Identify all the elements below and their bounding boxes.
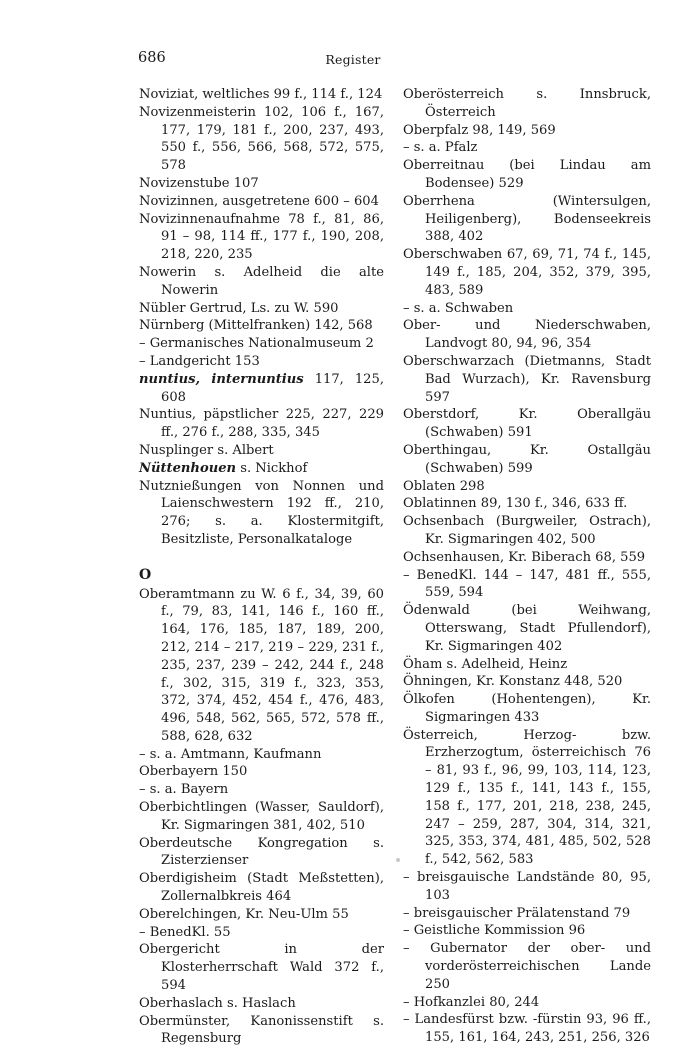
- index-entry-text: Oberamtmann zu W. 6 f., 34, 39, 60 f., 79, 83, 141, 146 f., 160 ff., 164, 176, 185, 187, 189, 200, 212, 214 – 217, 219 – 229, 231 f., 235, 237, 239 – 242, 244 f., 248 f., 302, 315, 319 f., 323, 353, 372, 374, 452, 454 f., 476, 483, 496, 548, 562, 565, 572, 578 ff., 588, 628, 632: [139, 586, 384, 744]
- index-entry-text: Oberbichtlingen (Wasser, Sauldorf), Kr. Sigmaringen 381, 402, 510: [139, 800, 384, 833]
- index-entry-text: Nürnberg (Mittelfranken) 142, 568: [139, 318, 373, 334]
- index-entry: [403, 1011, 651, 1047]
- index-entry-text: Ölkofen (Hohentengen), Kr. Sigmaringen 433: [403, 692, 651, 725]
- index-entry-text: Novizenmeisterin 102, 106 f., 167, 177, 179, 181 f., 200, 237, 493, 550 f., 556, 566, 568, 572, 575, 578: [139, 104, 384, 174]
- index-entry: [139, 781, 384, 799]
- index-entry-text: Oberpfalz 98, 149, 569: [403, 122, 556, 138]
- index-entry: [139, 870, 384, 906]
- index-entry: [403, 656, 651, 674]
- index-entry-text: Nübler Gertrud, Ls. zu W. 590: [139, 300, 339, 316]
- index-entry: [139, 193, 384, 211]
- index-entry-text: Oberschwarzach (Dietmanns, Stadt Bad Wurzach), Kr. Ravensburg 597: [403, 353, 651, 405]
- scan-speck: [396, 858, 400, 862]
- index-entry: [139, 300, 384, 318]
- index-entry: [139, 335, 384, 353]
- index-entry-text: Oberdeutsche Kongregation s. Zisterzienser: [139, 835, 384, 869]
- section-letter: O: [139, 566, 152, 583]
- left-column: [139, 86, 384, 1048]
- index-entry: [403, 122, 651, 140]
- index-entry-text: – s. a. Pfalz: [403, 140, 478, 156]
- index-entry: [403, 193, 651, 246]
- index-entry-text: Oblatinnen 89, 130 f., 346, 633 ff.: [403, 496, 628, 512]
- index-entry-text: Novizinnenaufnahme 78 f., 81, 86, 91 – 98, 114 ff., 177 f., 190, 208, 218, 220, 235: [139, 211, 384, 263]
- index-entry: [139, 460, 384, 478]
- index-entry-text: Nutznießungen von Nonnen und Laienschwestern 192 ff., 210, 276; s. a. Klostermitgift, Besitzliste, Personalkataloge: [139, 478, 384, 547]
- index-entry: [139, 371, 384, 407]
- index-entry: [139, 317, 384, 335]
- index-entry: [403, 246, 651, 299]
- index-entry-text: Noviziat, weltliches 99 f., 114 f., 124: [139, 87, 383, 102]
- index-entry-text: Oberrhena (Wintersulgen, Heiligenberg), Bodenseekreis 388, 402: [403, 193, 651, 245]
- index-entry: [403, 495, 651, 513]
- index-entry-text: Novizenstube 107: [139, 175, 259, 191]
- index-entry-text: Ödenwald (bei Weihwang, Otterswang, Stadt Pfullendorf), Kr. Sigmaringen 402: [403, 603, 651, 654]
- index-entry: [139, 104, 384, 175]
- index-entry: [139, 746, 384, 764]
- index-entry: [403, 513, 651, 549]
- index-entry-text: Österreich, Herzog- bzw. Erzherzogtum, österreichisch 76 – 81, 93 f., 96, 99, 103, 114, 123, 129 f., 135 f., 141, 143 f., 155, 158 f., 177, 201, 218, 238, 245, 247 – 259, 287, 304, 314, 321, 325, 353, 374, 481, 485, 502, 528 f., 542, 562, 583: [403, 727, 651, 868]
- page-number: 686: [138, 50, 166, 66]
- index-entry-text: Oberthingau, Kr. Ostallgäu (Schwaben) 599: [403, 442, 651, 476]
- index-entry-text: – Gubernator der ober- und vorderösterreichischen Lande 250: [403, 941, 651, 992]
- index-entry-text: Oberösterreich s. Innsbruck, Österreich: [403, 87, 651, 120]
- index-entry-text: Obergericht in der Klosterherrschaft Wald 372 f., 594: [139, 942, 384, 994]
- index-entry: [403, 727, 651, 869]
- index-term: Nüttenhouen: [139, 460, 237, 476]
- index-entry: [403, 300, 651, 318]
- index-entry: [403, 478, 651, 496]
- index-entry-text: Oberreitnau (bei Lindau am Bodensee) 529: [403, 158, 651, 191]
- index-entry: [139, 175, 384, 193]
- index-entry: [403, 406, 651, 442]
- index-entry-text: Oberhaslach s. Haslach: [139, 995, 296, 1011]
- index-entry: [403, 567, 651, 603]
- index-entry: [139, 211, 384, 264]
- index-entry-text: Oberdigisheim (Stadt Meßstetten), Zollernalbkreis 464: [139, 871, 384, 905]
- index-entry: [403, 673, 651, 691]
- index-entry: [403, 139, 651, 157]
- index-entry-text: s. Nickhof: [236, 460, 308, 476]
- index-entry: [139, 763, 384, 781]
- index-entry-text: Oberschwaben 67, 69, 71, 74 f., 145, 149 f., 185, 204, 352, 379, 395, 483, 589: [403, 247, 651, 298]
- index-entry-text: Nusplinger s. Albert: [139, 442, 274, 458]
- index-entry-text: – breisgauische Landstände 80, 95, 103: [403, 870, 651, 903]
- index-entry-text: – Geistliche Kommission 96: [403, 923, 586, 939]
- index-entry: [403, 317, 651, 353]
- index-entry: [139, 264, 384, 300]
- index-entry-text: Oberbayern 150: [139, 764, 248, 780]
- index-entry-text: – BenedKl. 55: [139, 924, 231, 940]
- index-entry: [403, 442, 651, 478]
- index-entry-text: Novizinnen, ausgetretene 600 – 604: [139, 193, 379, 209]
- index-entry: [139, 478, 384, 549]
- running-head: Register: [325, 52, 381, 67]
- index-entry: [139, 586, 384, 746]
- index-entry: [139, 835, 384, 871]
- index-entry: [139, 1013, 384, 1048]
- index-entry: [403, 549, 651, 567]
- index-entry-text: Oberelchingen, Kr. Neu-Ulm 55: [139, 906, 349, 922]
- index-entry: [139, 995, 384, 1013]
- index-entry-text: – breisgauischer Prälatenstand 79: [403, 905, 631, 921]
- index-entry-text: Ochsenbach (Burgweiler, Ostrach), Kr. Sigmaringen 402, 500: [403, 514, 651, 547]
- index-entry-text: Ochsenhausen, Kr. Biberach 68, 559: [403, 549, 646, 565]
- index-entry-text: Öhningen, Kr. Konstanz 448, 520: [403, 674, 623, 690]
- index-entry: [403, 157, 651, 193]
- index-entry-text: – Landesfürst bzw. -fürstin 93, 96 ff., 155, 161, 164, 243, 251, 256, 326: [403, 1012, 651, 1046]
- index-entry-text: Nuntius, päpstlicher 225, 227, 229 ff., 276 f., 288, 335, 345: [139, 407, 384, 441]
- index-entry-text: – s. a. Bayern: [139, 782, 229, 798]
- index-entry: [139, 353, 384, 371]
- index-entry-text: 117, 125, 608: [161, 371, 384, 405]
- index-entry-text: Obermünster, Kanonissenstift s. Regensburg: [139, 1013, 384, 1047]
- index-entry-text: Oblaten 298: [403, 478, 485, 494]
- index-entry-text: – BenedKl. 144 – 147, 481 ff., 555, 559, 594: [403, 567, 651, 601]
- index-term: nuntius, internuntius: [139, 371, 304, 387]
- index-entry: [139, 906, 384, 924]
- index-entry: [139, 406, 384, 442]
- index-entry: [139, 941, 384, 994]
- index-entry: [139, 799, 384, 835]
- index-entry-text: – Germanisches Nationalmuseum 2: [139, 336, 374, 352]
- index-entry: [139, 924, 384, 942]
- index-entry: [403, 905, 651, 923]
- index-entry-text: Nowerin s. Adelheid die alte Nowerin: [139, 264, 384, 298]
- index-entry: [139, 442, 384, 460]
- index-entry-text: – Hofkanzlei 80, 244: [403, 994, 540, 1010]
- index-entry: [403, 86, 651, 122]
- index-entry: [403, 353, 651, 406]
- index-entry-text: Oberstdorf, Kr. Oberallgäu (Schwaben) 591: [403, 407, 651, 441]
- index-entry: [139, 86, 384, 104]
- index-entry: [403, 940, 651, 993]
- index-entry: [403, 602, 651, 655]
- index-entry-text: Ober- und Niederschwaben, Landvogt 80, 94, 96, 354: [403, 318, 651, 352]
- index-entry-text: – s. a. Schwaben: [403, 300, 514, 316]
- index-entry-text: – s. a. Amtmann, Kaufmann: [139, 746, 322, 762]
- page-header: [138, 50, 568, 70]
- index-entry: [403, 869, 651, 905]
- index-entry: [403, 922, 651, 940]
- right-column: [403, 86, 651, 1047]
- index-entry-text: Öham s. Adelheid, Heinz: [403, 656, 568, 672]
- index-entry: [403, 691, 651, 727]
- index-entry-text: – Landgericht 153: [139, 353, 260, 369]
- index-entry: [403, 994, 651, 1012]
